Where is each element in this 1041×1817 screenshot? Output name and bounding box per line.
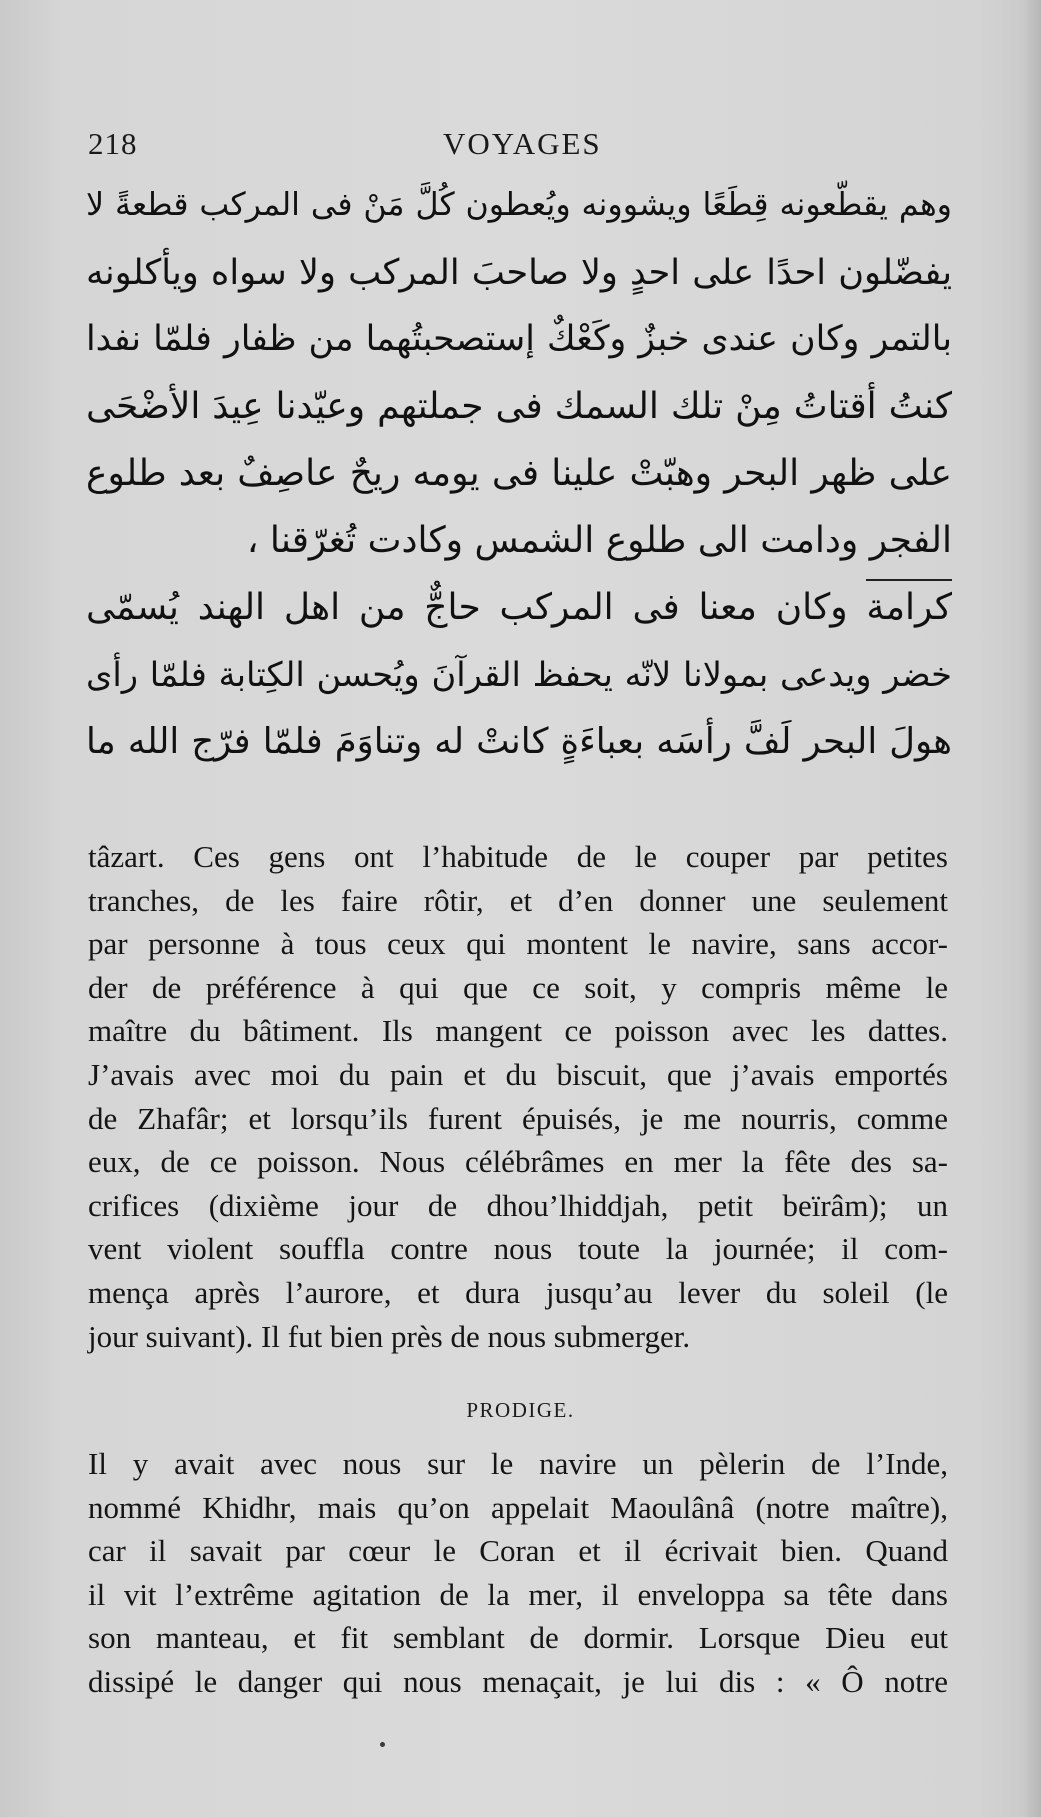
french-line: Il y avait avec nous sur le navire un pèlerin de l’Inde, (88, 1446, 948, 1481)
french-line: eux, de ce poisson. Nous célébrâmes en mer la fête des sa- (88, 1144, 948, 1180)
arabic-line-with-heading (86, 574, 952, 641)
arabic-line: يفضّلون احدًا على احدٍ ولا صاحبَ المركب ولا سواه ويأكلونه (86, 252, 952, 293)
arabic-line: كنتُ أقتاتُ مِنْ تلك السمك فى جملتهم وعيّدنا عِيدَ الأضْحَى (86, 386, 952, 427)
french-line: jour suivant). Il fut bien près de nous submerger. (88, 1318, 691, 1354)
french-line: son manteau, et fit semblant de dormir. Lorsque Dieu eut (88, 1620, 948, 1656)
french-line: maître du bâtiment. Ils mangent ce poisson avec les dattes. (88, 1013, 948, 1049)
french-line: dissipé le danger qui nous menaçait, je lui dis : « Ô notre (88, 1663, 948, 1699)
french-line: par personne à tous ceux qui montent le navire, sans accor- (88, 926, 948, 962)
arabic-line: على ظهر البحر وهبّتْ علينا فى يومه ريحٌ عاصِفٌ بعد طلوع (86, 453, 952, 494)
running-title: VOYAGES (443, 126, 602, 161)
french-line: car il savait par cœur le Coran et il écrivait bien. Quand (88, 1533, 948, 1569)
french-line: der de préférence à qui que ce soit, y compris même le (88, 969, 948, 1005)
page-number: 218 (88, 126, 138, 161)
french-line: nommé Khidhr, mais qu’on appelait Maoulânâ (notre maître), (88, 1489, 948, 1525)
section-heading: PRODIGE. (466, 1398, 575, 1422)
arabic-line: بالتمر وكان عندى خبزٌ وكَعْكٌ إستصحبتُهما من ظفار فلمّا نفدا (86, 319, 952, 359)
running-head (88, 126, 948, 166)
ink-speck (380, 1742, 385, 1747)
french-line: tranches, de les faire rôtir, et d’en donner une seulement (88, 882, 948, 918)
arabic-line: وهم يقطّعونه قِطَعًا ويشوونه ويُعطون كُلَّ مَنْ فى المركب قطعةً لا (86, 187, 952, 223)
french-line: crifices (dixième jour de dhou’lhiddjah, petit beïrâm); un (88, 1187, 948, 1223)
arabic-section-heading: كرامة (866, 579, 952, 635)
french-line: J’avais avec moi du pain et du biscuit, que j’avais emportés (88, 1056, 948, 1092)
french-line: de Zhafâr; et lorsqu’ils furent épuisés, je me nourris, comme (88, 1100, 948, 1136)
arabic-line: خضر ويدعى بمولانا لانّه يحفظ القرآنَ ويُحسن الكِتابة فلمّا رأى (86, 655, 952, 694)
french-line: vent violent souffla contre nous toute la journée; il com- (88, 1231, 948, 1267)
french-line: mença après l’aurore, et dura jusqu’au lever du soleil (le (88, 1274, 948, 1310)
arabic-line: الفجر ودامت الى طلوع الشمس وكادت تُغرّقنا ، (246, 520, 952, 561)
arabic-text-block (86, 172, 952, 775)
french-line: tâzart. Ces gens ont l’habitude de le couper par petites (88, 839, 948, 874)
french-text-block (88, 835, 948, 1358)
arabic-line: هولَ البحر لَفَّ رأسَه بعباءَةٍ كانتْ له وتناوَمَ فلمّا فرّج الله ما (86, 721, 952, 762)
french-text-block-2 (88, 1442, 948, 1704)
arabic-line-rest: وكان معنا فى المركب حاجٌّ من اهل الهند يُسمّى (86, 587, 867, 628)
page-edge-shadow (1023, 0, 1041, 1817)
french-line: il vit l’extrême agitation de la mer, il enveloppa sa tête dans (88, 1576, 948, 1612)
